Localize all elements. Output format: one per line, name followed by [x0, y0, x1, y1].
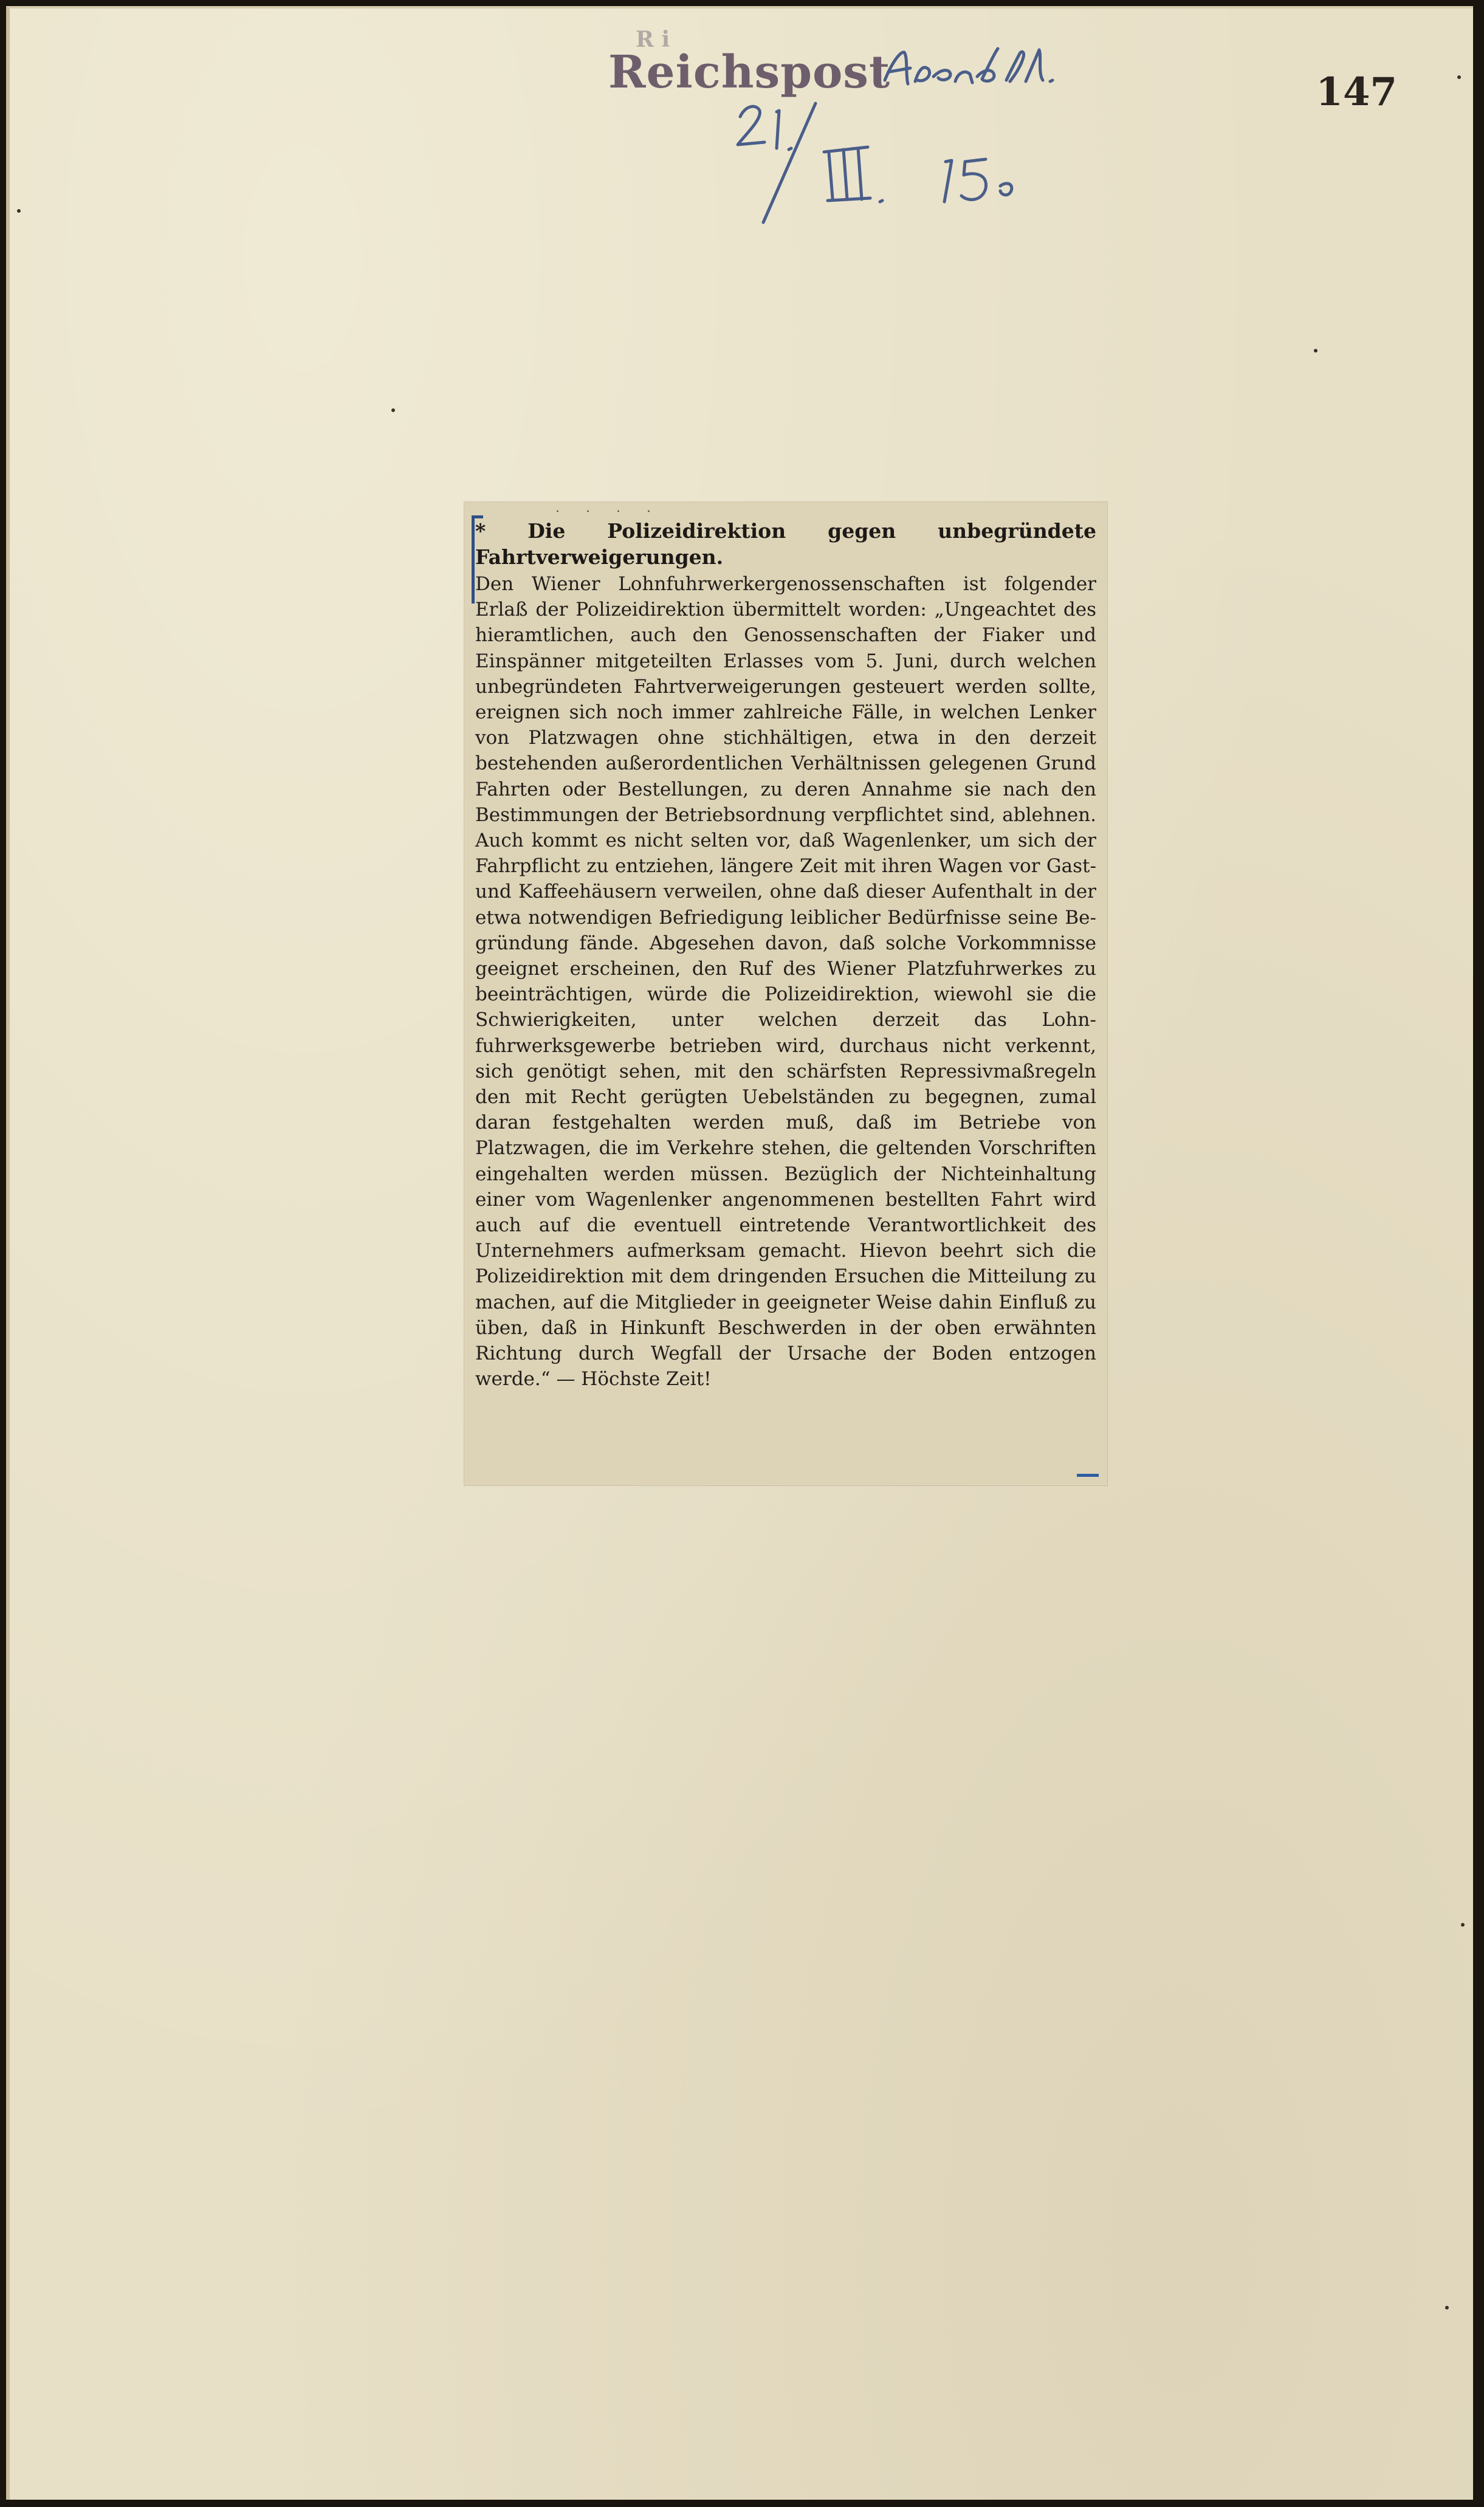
stamp-ghost-impression: R i — [636, 27, 670, 52]
paper-speck — [1445, 2306, 1449, 2309]
archive-sheet — [6, 6, 1473, 2500]
handwritten-edition-note — [885, 49, 1053, 84]
newspaper-stamp: Reichspost — [608, 46, 891, 98]
blue-pencil-end-mark — [1077, 1474, 1099, 1477]
clipping-cut-residue: · · · · — [555, 504, 662, 520]
clipping-body-text: Den Wiener Lohnfuhrwerkergenossenschaften ist folgender Erlaß der Polizeidirektion übermittelt worden: „Ungeachtet des hieramtlichen, auch den Genossenschaften der Fiaker und Einspänner mitgeteilten Erlasses vom 5. Juni, durch welchen unbegründeten Fahrtverweigerungen gesteuert werden sollte, ereignen sich noch immer zahlreiche Fälle, in welchen Lenker von Platzwagen ohne stichhältigen, etwa in den derzeit bestehenden außerordentlichen Verhältnissen gelegenen Grund Fahrten oder Bestellungen, zu deren Annahme sie nach den Bestimmungen der Betriebsordnung verpflichtet sind, ablehnen. Auch kommt es nicht selten vor, daß Wagenlenker, um sich der Fahrpflicht zu entziehen, längere Zeit mit ihren Wagen vor Gast- und Kaffeehäusern verweilen, ohne daß dieser Aufenthalt in der etwa notwendigen Befriedigung leiblicher Bedürfnisse seine Begründung fände. Abgesehen davon, daß solche Vorkommnisse geeignet erscheinen, den Ruf des Wiener Platzfuhrwerkes zu beeinträchtigen, würde die Polizeidirektion, wiewohl sie die Schwierigkeiten, unter welchen derzeit das Lohnfuhrwerksgewerbe betrieben wird, durchaus nicht verkennt, sich genötigt sehen, mit den schärfsten Repressivmaßregeln den mit Recht gerügten Uebelständen zu begegnen, zumal daran festgehalten werden muß, daß im Betriebe von Platzwagen, die im Verkehre stehen, die geltenden Vorschriften eingehalten werden müssen. Bezüglich der Nichteinhaltung einer vom Wagenlenker angenommenen bestellten Fahrt wird auch auf die eventuell eintretende Verantwortlichkeit des Unternehmers aufmerksam gemacht. Hievon beehrt sich die Polizeidirektion mit dem dringenden Ersuchen die Mitteilung zu machen, auf die Mitglieder in geeigneter Weise dahin Einfluß zu üben, daß in Hinkunft Beschwerden in der oben erwähnten Richtung durch Wegfall der Ursache der Boden entzogen werde.“ — Höchste Zeit! — [475, 573, 1096, 1391]
paper-speck — [17, 209, 21, 213]
page-number: 147 — [1316, 69, 1397, 115]
paper-speck — [391, 408, 395, 412]
paper-speck — [1461, 1923, 1465, 1927]
blue-pencil-bracket — [472, 515, 483, 604]
paper-speck — [1457, 75, 1461, 79]
paper-speck — [1314, 349, 1317, 352]
handwritten-date-note — [738, 103, 1012, 222]
clipping-headline: * Die Polizeidirektion gegen unbegründete Fahrtverweigerungen. — [475, 519, 1096, 569]
newspaper-clipping — [464, 502, 1107, 1485]
